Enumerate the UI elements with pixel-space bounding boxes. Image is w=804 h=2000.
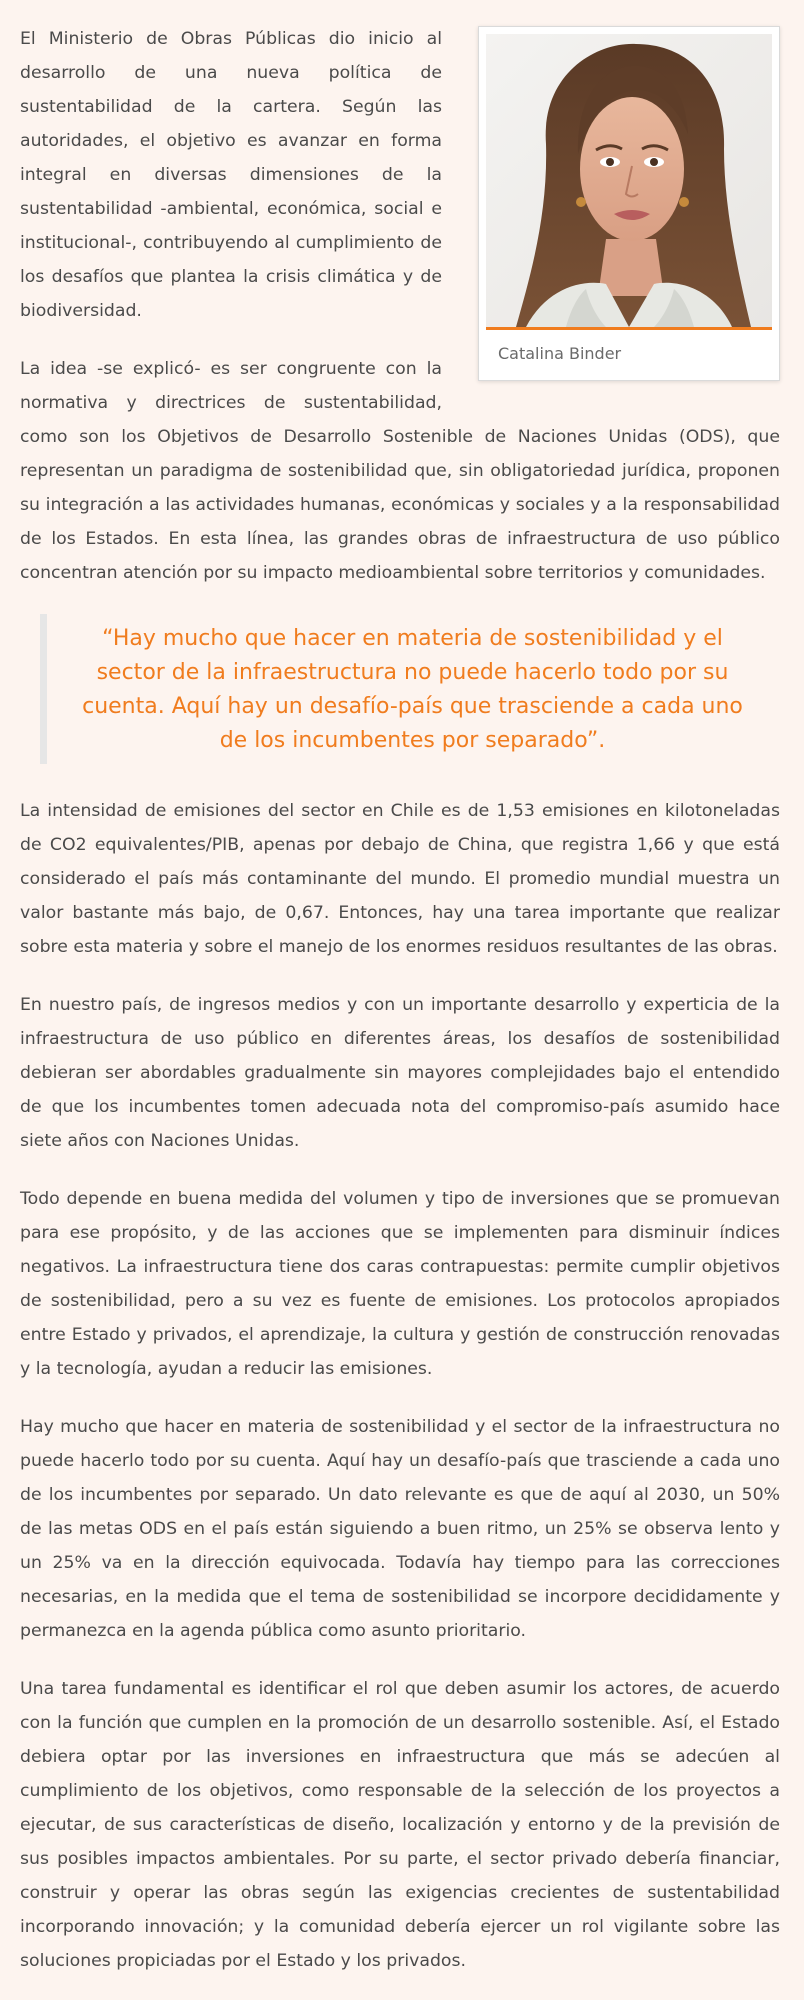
paragraph: Hay mucho que hacer en materia de sostenibilidad y el sector de la infraestructura no puede hacerlo todo por su cuenta. Aquí hay un desafío-país que trasciende a cada uno de los incumbentes por separado. Un dato relevante es que de aquí al 2030, un 50% de las metas ODS en el país están siguiendo a buen ritmo, un 25% se observa lento y un 25% va en la dirección equivocada. Todavía hay tiempo para las correcciones necesarias, en la medida que el tema de sostenibilidad se incorpore decididamente y permanezca en la agenda pública como asunto prioritario.: [20, 1417, 780, 1641]
paragraph: La idea -se explicó- es ser congruente con la normativa y directrices de sustentabilidad, como son los Objetivos de Desarrollo Sostenible de Naciones Unidas (ODS), que representan un paradigma de sostenibilidad que, sin obligatoriedad jurídica, proponen su integración a las actividades humanas, económicas y sociales y a la responsabilidad de los Estados. En esta línea, las grandes obras de infraestructura de uso público concentran atención por su impacto medioambiental sobre territorios y comunidades.: [20, 359, 780, 583]
paragraph: La intensidad de emisiones del sector en Chile es de 1,53 emisiones en kilotoneladas de CO2 equivalentes/PIB, apenas por debajo de China, que registra 1,66 y que está considerado el país más contaminante del mundo. El promedio mundial muestra un valor bastante más bajo, de 0,67. Entonces, hay una tarea importante que realizar sobre esta materia y sobre el manejo de los enormes residuos resultantes de las obras.: [20, 801, 780, 957]
paragraph: En nuestro país, de ingresos medios y con un importante desarrollo y experticia de la infraestructura de uso público en diferentes áreas, los desafíos de sostenibilidad debieran ser abordables gradualmente sin mayores complejidades bajo el entendido de que los incumbentes tomen adecuada nota del compromiso-país asumido hace siete años con Naciones Unidas.: [20, 995, 780, 1151]
paragraph: Una tarea fundamental es identificar el rol que deben asumir los actores, de acuerdo con la función que cumplen en la promoción de un desarrollo sostenible. Así, el Estado debiera optar por las inversiones en infraestructura que más se adecúen al cumplimiento de los objetivos, como responsable de la selección de los proyectos a ejecutar, de sus características de diseño, localización y entorno y de la previsión de sus posibles impactos ambientales. Por su parte, el sector privado debería financiar, construir y operar las obras según las exigencias crecientes de sustentabilidad incorporando innovación; y la comunidad debería ejercer un rol vigilante sobre las soluciones propiciadas por el Estado y los privados.: [20, 1679, 780, 1971]
paragraph: Todo depende en buena medida del volumen y tipo de inversiones que se promuevan para ese propósito, y de las acciones que se implementen para disminuir índices negativos. La infraestructura tiene dos caras contrapuestas: permite cumplir objetivos de sostenibilidad, pero a su vez es fuente de emisiones. Los protocolos apropiados entre Estado y privados, el aprendizaje, la cultura y gestión de construcción renovadas y la tecnología, ayudan a reducir las emisiones.: [20, 1189, 780, 1379]
pull-quote-text: “Hay mucho que hacer en materia de sostenibilidad y el sector de la infraestructura no puede hacerlo todo por su cuenta. Aquí hay un desafío-país que trasciende a cada uno de los incumbentes por separado”.: [82, 626, 743, 753]
paragraph: El Ministerio de Obras Públicas dio inicio al desarrollo de una nueva política de sustentabilidad de la cartera. Según las autoridades, el objetivo es avanzar en forma integral en diversas dimensiones de la sustentabilidad -ambiental, económica, social e institucional-, contribuyendo al cumplimiento de los desafíos que plantea la crisis climática y de biodiversidad.: [20, 29, 442, 321]
pull-quote: [40, 614, 780, 764]
figure-caption: Catalina Binder: [498, 344, 622, 363]
author-portrait: [486, 34, 772, 330]
author-figure: [478, 26, 780, 381]
